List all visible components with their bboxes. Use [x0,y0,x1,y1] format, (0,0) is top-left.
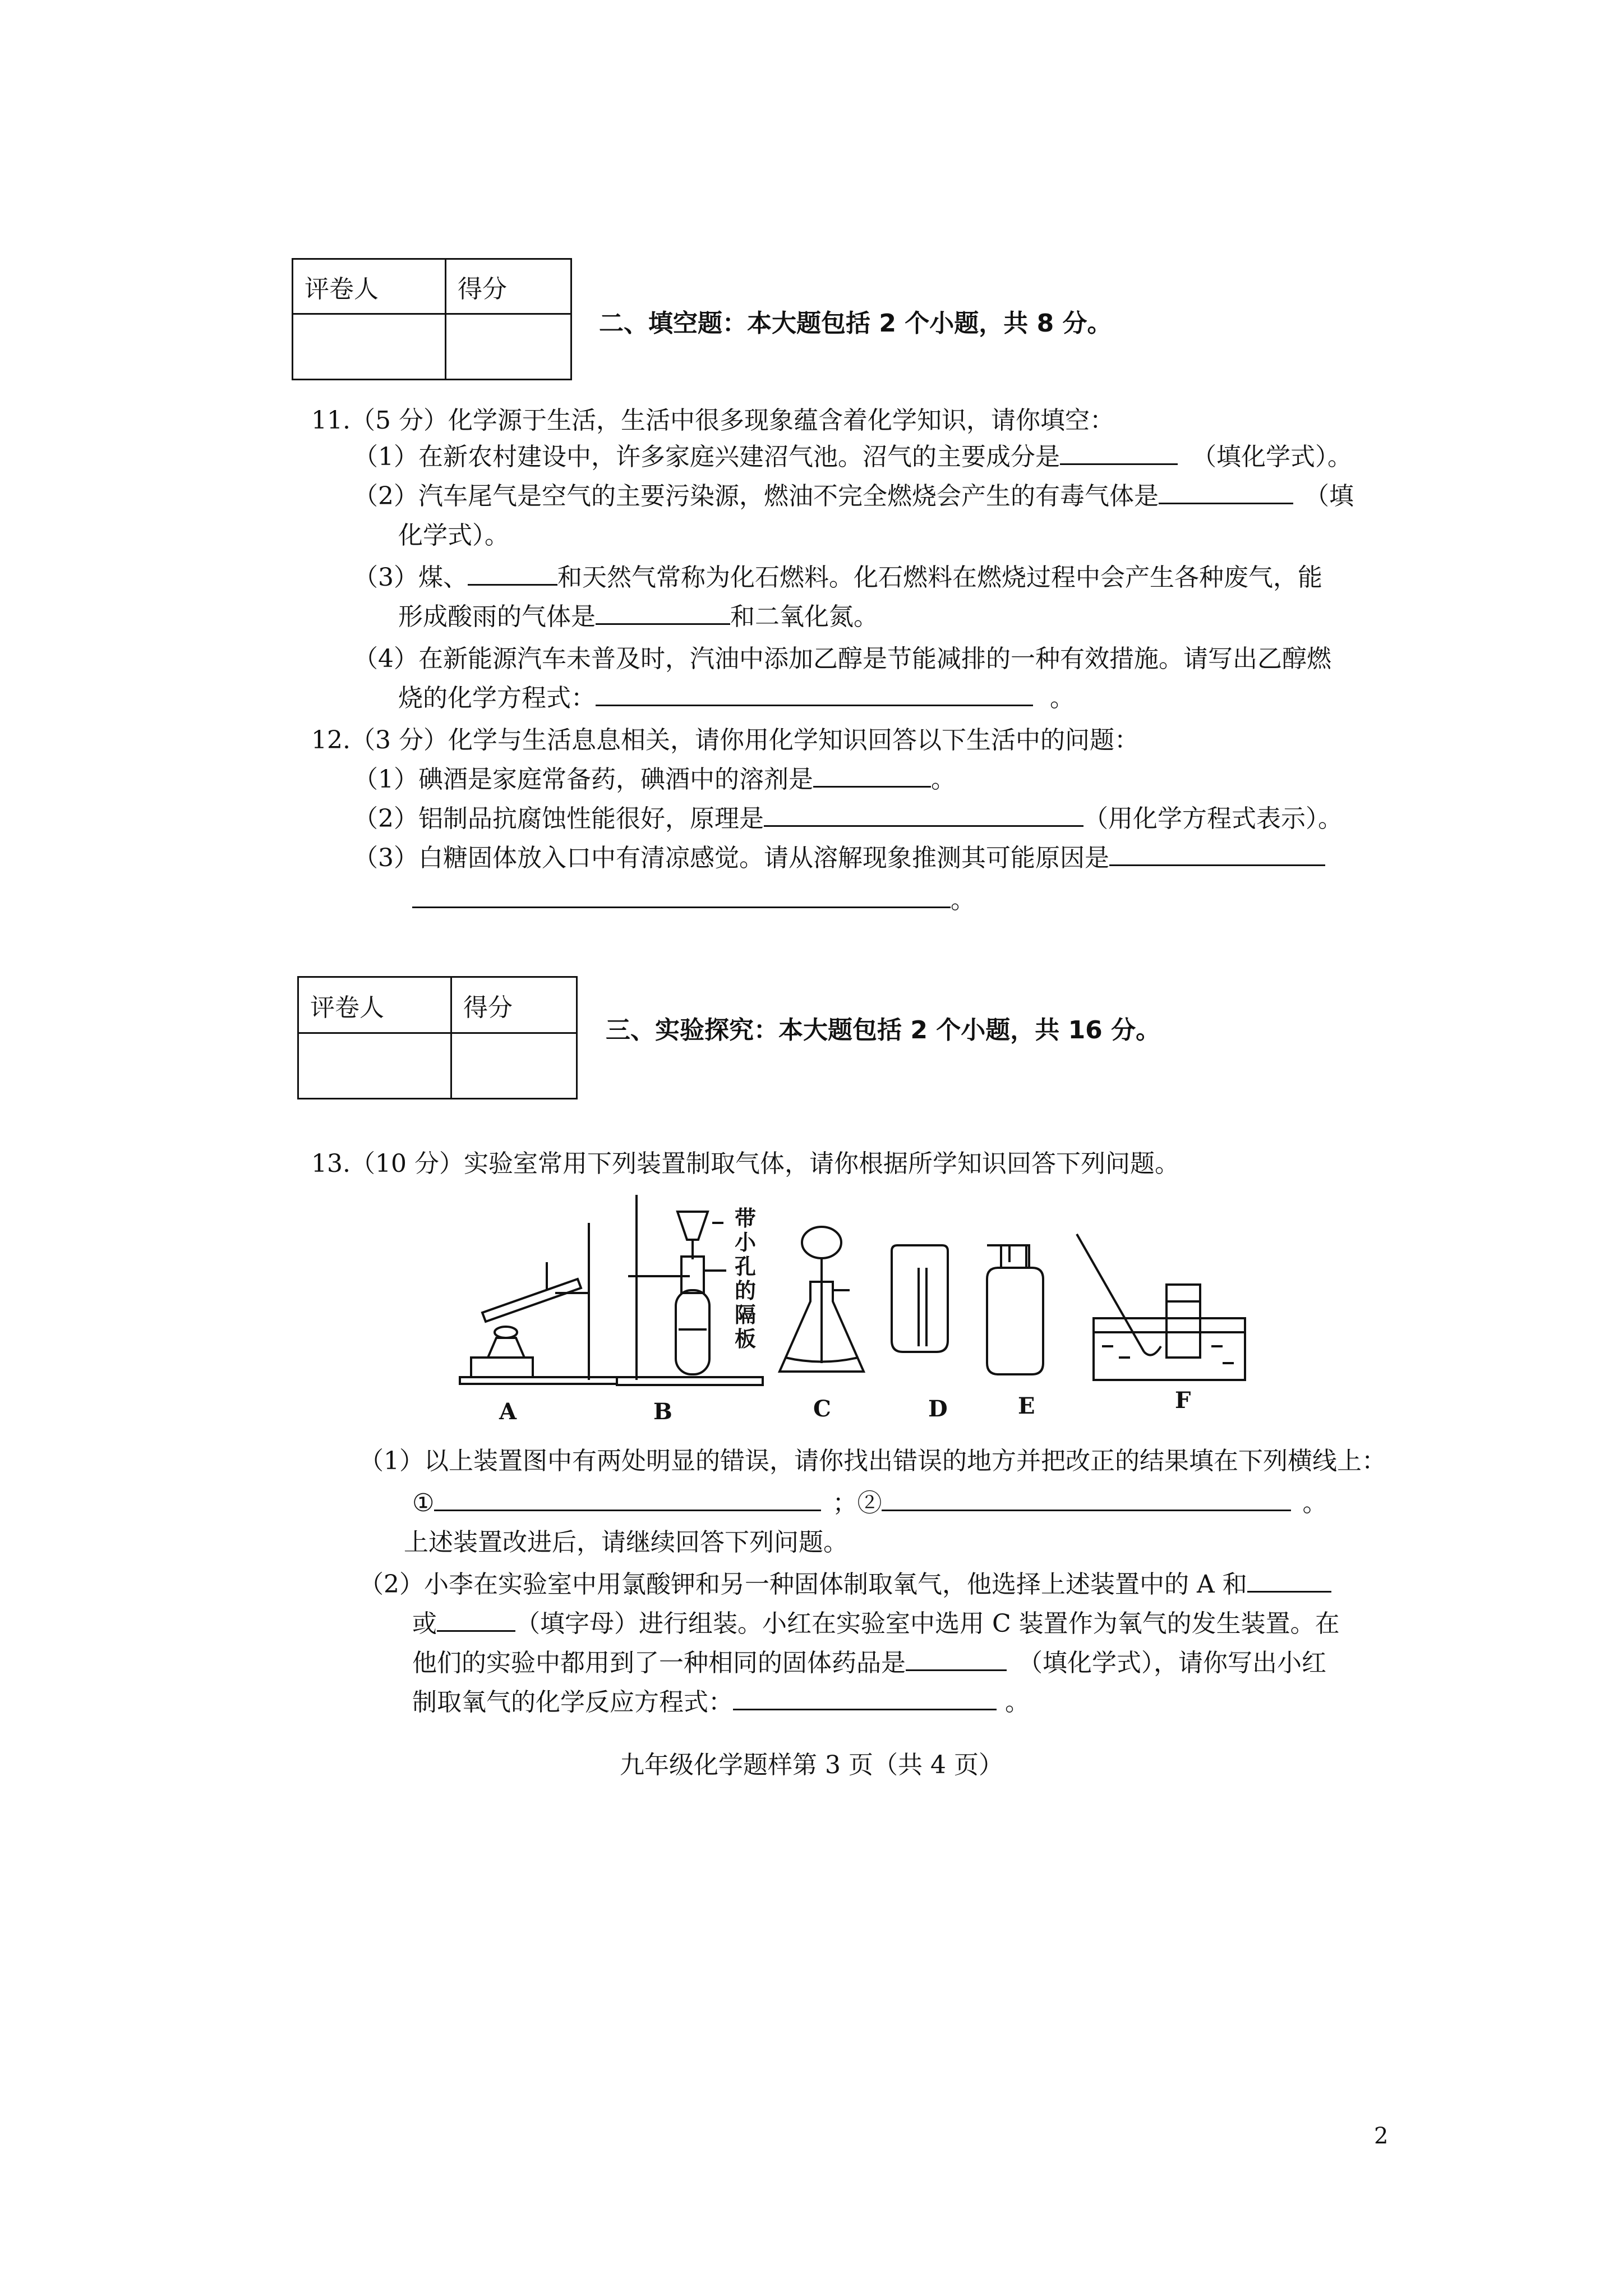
q11-part3-blank-1[interactable] [468,556,557,586]
q13-part2-or: 或 [412,1609,437,1638]
q11-part3-blank-2[interactable] [596,595,730,625]
q13-part1-blank-2[interactable] [882,1481,1291,1511]
score-box-score-cell[interactable] [451,1033,577,1099]
q11-part3 [353,555,1322,600]
q12-part3-blank-2[interactable] [412,878,951,908]
q13-stem: 13.（10 分）实验室常用下列装置制取气体，请你根据所学知识回答下列问题。 [311,1149,1179,1178]
q11-part4-cont [398,676,1075,721]
q11-part2-cont: 化学式）。 [398,521,509,550]
q13-part2 [359,1562,1331,1607]
score-box-grader-cell[interactable] [298,1033,451,1099]
q12-part1-suffix: 。 [931,765,956,794]
q11-part1-blank[interactable] [1060,435,1178,465]
partition-note-6: 板 [735,1326,757,1351]
apparatus-f [1077,1234,1245,1380]
label-a: A [499,1398,517,1425]
score-box-score-header: 得分 [451,977,577,1033]
label-e: E [1018,1393,1035,1419]
label-d: D [928,1396,948,1422]
apparatus-e [987,1245,1043,1374]
page-number: 2 [1374,2123,1389,2149]
q12-part1-text: （1）碘酒是家庭常备药，碘酒中的溶剂是 [353,765,813,794]
q12-stem: 12.（3 分）化学与生活息息相关，请你用化学知识回答以下生活中的问题： [311,726,1139,754]
q13-part2-text-3: 他们的实验中都用到了一种相同的固体药品是 [412,1649,906,1677]
q11-part1-text: （1）在新农村建设中，许多家庭兴建沼气池。沼气的主要成分是 [353,443,1060,471]
q13-part1-sep: ；② [832,1489,882,1517]
partition-note-1: 带 [735,1205,757,1231]
q12-part3-suffix: 。 [951,886,975,914]
q12-part3-cont [412,878,975,923]
score-box-grader-header: 评卷人 [298,977,451,1033]
apparatus-d [892,1245,948,1352]
q11-part1 [353,435,1352,480]
q11-part3-cont [398,595,878,639]
score-box-1 [292,258,572,380]
q13-part2-line2 [412,1602,1340,1646]
q11-part1-suffix: （填化学式）。 [1192,443,1352,471]
q13-part2-text: （2）小李在实验室中用氯酸钾和另一种固体制取氧气，他选择上述装置中的 A 和 [359,1570,1247,1599]
q12-part3-blank-1[interactable] [1109,836,1325,866]
q11-part4-text: 烧的化学方程式： [398,684,596,712]
q12-part3 [353,836,1325,881]
partition-note-5: 隔 [735,1302,757,1327]
score-box-score-header: 得分 [446,259,571,314]
score-box-grader-cell[interactable] [293,314,446,380]
q12-part2 [353,797,1343,841]
q11-part3-text-4: 和二氧化氮。 [730,602,878,631]
q13-part1-note: 上述装置改进后，请继续回答下列问题。 [404,1528,848,1557]
q13-part1-circle-1: ① [412,1489,435,1517]
q13-part2-blank-1[interactable] [1247,1563,1331,1593]
label-c: C [813,1396,831,1422]
q11-part2-text: （2）汽车尾气是空气的主要污染源，燃油不完全燃烧会产生的有毒气体是 [353,482,1159,510]
q13-part2-blank-4[interactable] [733,1681,997,1710]
partition-note-3: 孔 [735,1254,757,1279]
score-box-2 [297,976,578,1099]
q11-part4-suffix: 。 [1050,684,1075,712]
apparatus-figure [449,1178,1262,1430]
q13-part2-line3 [412,1641,1326,1686]
q13-part2-blank-3[interactable] [906,1641,1007,1671]
q13-part2-suffix: 。 [1005,1688,1030,1717]
q11-part3-text-2: 和天然气常称为化石燃料。化石燃料在燃烧过程中会产生各种废气，能 [557,563,1322,592]
label-b: B [653,1398,672,1425]
q11-part4: （4）在新能源汽车未普及时，汽油中添加乙醇是节能减排的一种有效措施。请写出乙醇燃 [353,645,1331,673]
q13-part1-answers [412,1481,1327,1526]
q12-part1 [353,757,956,802]
q13-part1: （1）以上装置图中有两处明显的错误，请你找出错误的地方并把改正的结果填在下列横线上： [359,1447,1386,1475]
q11-stem: 11.（5 分）化学源于生活，生活中很多现象蕴含着化学知识，请你填空： [311,406,1114,435]
q13-part2-text-2: （填字母）进行组装。小红在实验室中选用 C 装置作为氧气的发生装置。在 [515,1609,1340,1638]
q11-part4-blank[interactable] [596,677,1033,706]
score-box-grader-header: 评卷人 [293,259,446,314]
q13-part1-blank-1[interactable] [434,1481,821,1511]
q12-part3-text: （3）白糖固体放入口中有清凉感觉。请从溶解现象推测其可能原因是 [353,844,1109,872]
q13-part2-line4 [412,1680,1030,1725]
page-footer: 九年级化学题样第 3 页（共 4 页） [620,1751,1003,1779]
q11-part2-suffix: （填 [1304,482,1354,510]
q12-part1-blank[interactable] [813,758,931,788]
partition-note-2: 小 [735,1230,757,1255]
partition-note-4: 的 [735,1278,757,1303]
q11-part2-blank[interactable] [1159,475,1293,504]
score-box-score-cell[interactable] [446,314,571,380]
q12-part2-suffix: （用化学方程式表示）。 [1083,804,1343,833]
q12-part2-text: （2）铝制品抗腐蚀性能很好，原理是 [353,804,764,833]
q11-part2 [353,474,1354,519]
apparatus-a [460,1223,617,1384]
q13-part2-text-4: （填化学式），请你写出小红 [1018,1649,1326,1677]
label-f: F [1175,1387,1191,1414]
section-2-title: 二、填空题：本大题包括 2 个小题，共 8 分。 [599,309,1112,338]
q11-part3-text: （3）煤、 [353,563,468,592]
q13-part1-suffix: 。 [1302,1489,1327,1517]
section-3-title: 三、实验探究：本大题包括 2 个小题，共 16 分。 [606,1016,1161,1045]
q13-part2-text-5: 制取氧气的化学反应方程式： [412,1688,733,1717]
q12-part2-blank[interactable] [764,797,1083,827]
q13-part2-blank-2[interactable] [437,1602,515,1632]
apparatus-c [780,1227,864,1372]
q11-part3-text-3: 形成酸雨的气体是 [398,602,596,631]
